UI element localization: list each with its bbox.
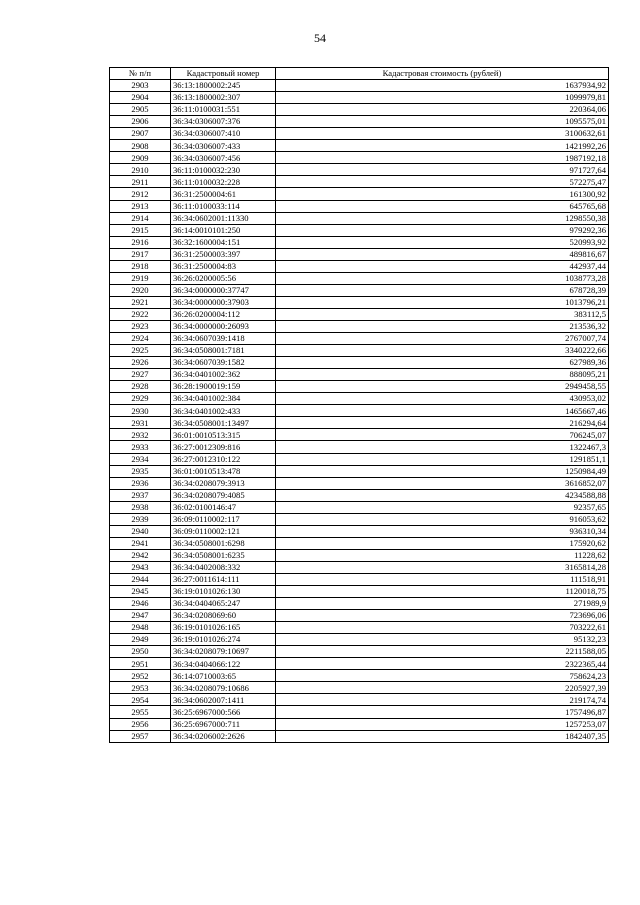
cadastral-value-cell: 3340222,66 — [276, 345, 609, 357]
table-row — [110, 694, 609, 706]
cadastral-value-cell: 216294,64 — [276, 417, 609, 429]
table-row — [110, 658, 609, 670]
row-number-cell: 2937 — [110, 489, 171, 501]
table-row — [110, 598, 609, 610]
table-row — [110, 92, 609, 104]
row-number-cell: 2942 — [110, 549, 171, 561]
cadastral-number-cell: 36:32:1600004:151 — [171, 236, 276, 248]
table-row — [110, 489, 609, 501]
cadastral-value-cell: 3165814,28 — [276, 561, 609, 573]
cadastral-value-cell: 645765,68 — [276, 200, 609, 212]
table-row — [110, 260, 609, 272]
cadastral-number-cell: 36:34:0208079:3913 — [171, 477, 276, 489]
row-number-cell: 2925 — [110, 345, 171, 357]
table-row — [110, 622, 609, 634]
row-number-cell: 2910 — [110, 164, 171, 176]
table-row — [110, 381, 609, 393]
cadastral-number-cell: 36:25:6967000:711 — [171, 718, 276, 730]
row-number-cell: 2927 — [110, 369, 171, 381]
row-number-cell: 2912 — [110, 188, 171, 200]
cadastral-value-cell: 1257253,07 — [276, 718, 609, 730]
cadastral-value-cell: 703222,61 — [276, 622, 609, 634]
cadastral-value-cell: 678728,39 — [276, 284, 609, 296]
cadastral-value-table — [109, 67, 609, 743]
row-number-cell: 2920 — [110, 284, 171, 296]
table-row — [110, 549, 609, 561]
cadastral-number-cell: 36:34:0508001:13497 — [171, 417, 276, 429]
cadastral-value-cell: 489816,67 — [276, 248, 609, 260]
table-row — [110, 116, 609, 128]
row-number-cell: 2922 — [110, 308, 171, 320]
cadastral-number-cell: 36:34:0306007:376 — [171, 116, 276, 128]
row-number-cell: 2951 — [110, 658, 171, 670]
cadastral-number-cell: 36:34:0602001:11330 — [171, 212, 276, 224]
cadastral-number-cell: 36:34:0508001:7181 — [171, 345, 276, 357]
cadastral-number-cell: 36:34:0404066:122 — [171, 658, 276, 670]
cadastral-value-cell: 213536,32 — [276, 320, 609, 332]
table-row — [110, 718, 609, 730]
row-number-cell: 2954 — [110, 694, 171, 706]
row-number-cell: 2941 — [110, 537, 171, 549]
table-row — [110, 706, 609, 718]
cadastral-value-cell: 723696,06 — [276, 610, 609, 622]
row-number-cell: 2909 — [110, 152, 171, 164]
row-number-cell: 2904 — [110, 92, 171, 104]
cadastral-value-cell: 11228,62 — [276, 549, 609, 561]
row-number-cell: 2905 — [110, 104, 171, 116]
cadastral-value-cell: 3616852,07 — [276, 477, 609, 489]
cadastral-number-cell: 36:34:0508001:6235 — [171, 549, 276, 561]
cadastral-number-cell: 36:27:0012309:816 — [171, 441, 276, 453]
cadastral-value-cell: 175920,62 — [276, 537, 609, 549]
cadastral-number-cell: 36:11:0100031:551 — [171, 104, 276, 116]
cadastral-value-cell: 2211588,05 — [276, 646, 609, 658]
row-number-cell: 2936 — [110, 477, 171, 489]
cadastral-value-cell: 888095,21 — [276, 369, 609, 381]
row-number-cell: 2935 — [110, 465, 171, 477]
cadastral-value-cell: 1421992,26 — [276, 140, 609, 152]
cadastral-value-cell: 1322467,3 — [276, 441, 609, 453]
row-number-cell: 2921 — [110, 296, 171, 308]
table-row — [110, 369, 609, 381]
table-row — [110, 308, 609, 320]
cadastral-value-cell: 2949458,55 — [276, 381, 609, 393]
cadastral-number-cell: 36:34:0206002:2626 — [171, 730, 276, 742]
table-row — [110, 176, 609, 188]
table-row — [110, 164, 609, 176]
cadastral-number-cell: 36:14:0710003:65 — [171, 670, 276, 682]
table-row — [110, 272, 609, 284]
cadastral-value-cell: 383112,5 — [276, 308, 609, 320]
cadastral-number-cell: 36:28:1900019:159 — [171, 381, 276, 393]
cadastral-number-cell: 36:34:0208079:10686 — [171, 682, 276, 694]
cadastral-number-cell: 36:19:0101026:274 — [171, 634, 276, 646]
cadastral-value-cell: 1757496,87 — [276, 706, 609, 718]
row-number-cell: 2957 — [110, 730, 171, 742]
table-row — [110, 670, 609, 682]
row-number-cell: 2947 — [110, 610, 171, 622]
cadastral-value-cell: 627989,36 — [276, 357, 609, 369]
cadastral-value-cell: 1250984,49 — [276, 465, 609, 477]
cadastral-value-cell: 916053,62 — [276, 513, 609, 525]
row-number-cell: 2946 — [110, 598, 171, 610]
cadastral-number-cell: 36:19:0101026:130 — [171, 586, 276, 598]
table-row — [110, 224, 609, 236]
table-row — [110, 357, 609, 369]
row-number-cell: 2952 — [110, 670, 171, 682]
cadastral-number-cell: 36:34:0402008:332 — [171, 561, 276, 573]
cadastral-value-cell: 220364,06 — [276, 104, 609, 116]
cadastral-value-cell: 1013796,21 — [276, 296, 609, 308]
cadastral-value-cell: 271989,9 — [276, 598, 609, 610]
table-row — [110, 284, 609, 296]
table-row — [110, 453, 609, 465]
table-row — [110, 573, 609, 585]
cadastral-number-cell: 36:34:0401002:362 — [171, 369, 276, 381]
row-number-cell: 2944 — [110, 573, 171, 585]
page-number: 54 — [314, 31, 326, 45]
table-row — [110, 682, 609, 694]
cadastral-number-cell: 36:34:0602007:1411 — [171, 694, 276, 706]
cadastral-value-cell: 936310,34 — [276, 525, 609, 537]
cadastral-number-cell: 36:26:0200004:112 — [171, 308, 276, 320]
row-number-cell: 2938 — [110, 501, 171, 513]
row-number-cell: 2953 — [110, 682, 171, 694]
cadastral-number-cell: 36:34:0401002:433 — [171, 405, 276, 417]
row-number-cell: 2948 — [110, 622, 171, 634]
cadastral-value-cell: 1291851,1 — [276, 453, 609, 465]
table-row — [110, 140, 609, 152]
cadastral-value-cell: 758624,23 — [276, 670, 609, 682]
table-row — [110, 537, 609, 549]
cadastral-value-cell: 2767007,74 — [276, 333, 609, 345]
table-row — [110, 152, 609, 164]
row-number-cell: 2903 — [110, 80, 171, 92]
table-row — [110, 345, 609, 357]
table-row — [110, 320, 609, 332]
row-number-cell: 2931 — [110, 417, 171, 429]
cadastral-number-cell: 36:25:6967000:566 — [171, 706, 276, 718]
cadastral-value-cell: 706245,07 — [276, 429, 609, 441]
cadastral-value-cell: 3100632,61 — [276, 128, 609, 140]
cadastral-number-cell: 36:34:0306007:410 — [171, 128, 276, 140]
cadastral-value-cell: 1120018,75 — [276, 586, 609, 598]
cadastral-value-cell: 161300,92 — [276, 188, 609, 200]
header-cadastral-number: Кадастровый номер — [171, 68, 276, 80]
table-row — [110, 465, 609, 477]
cadastral-number-cell: 36:09:0110002:121 — [171, 525, 276, 537]
row-number-cell: 2943 — [110, 561, 171, 573]
cadastral-number-cell: 36:34:0607039:1582 — [171, 357, 276, 369]
table-row — [110, 80, 609, 92]
table-row — [110, 393, 609, 405]
table-row — [110, 646, 609, 658]
cadastral-value-cell: 1298550,38 — [276, 212, 609, 224]
cadastral-value-cell: 1095575,01 — [276, 116, 609, 128]
cadastral-number-cell: 36:01:0010513:315 — [171, 429, 276, 441]
row-number-cell: 2930 — [110, 405, 171, 417]
cadastral-number-cell: 36:34:0306007:433 — [171, 140, 276, 152]
cadastral-value-cell: 111518,91 — [276, 573, 609, 585]
cadastral-value-cell: 219174,74 — [276, 694, 609, 706]
table-row — [110, 513, 609, 525]
table-row — [110, 236, 609, 248]
row-number-cell: 2932 — [110, 429, 171, 441]
cadastral-value-cell: 4234588,88 — [276, 489, 609, 501]
table-row — [110, 477, 609, 489]
cadastral-number-cell: 36:34:0208079:4085 — [171, 489, 276, 501]
table-row — [110, 441, 609, 453]
cadastral-number-cell: 36:34:0508001:6298 — [171, 537, 276, 549]
cadastral-number-cell: 36:11:0100033:114 — [171, 200, 276, 212]
cadastral-number-cell: 36:09:0110002:117 — [171, 513, 276, 525]
table-row — [110, 188, 609, 200]
cadastral-value-cell: 1637934,92 — [276, 80, 609, 92]
table-row — [110, 212, 609, 224]
cadastral-number-cell: 36:34:0401002:384 — [171, 393, 276, 405]
cadastral-number-cell: 36:13:1800002:307 — [171, 92, 276, 104]
row-number-cell: 2950 — [110, 646, 171, 658]
cadastral-value-cell: 1099979,81 — [276, 92, 609, 104]
cadastral-number-cell: 36:31:2500004:83 — [171, 260, 276, 272]
row-number-cell: 2939 — [110, 513, 171, 525]
cadastral-value-cell: 430953,02 — [276, 393, 609, 405]
cadastral-value-cell: 92357,65 — [276, 501, 609, 513]
cadastral-value-cell: 971727,64 — [276, 164, 609, 176]
row-number-cell: 2945 — [110, 586, 171, 598]
row-number-cell: 2923 — [110, 320, 171, 332]
row-number-cell: 2940 — [110, 525, 171, 537]
cadastral-value-cell: 979292,36 — [276, 224, 609, 236]
table-row — [110, 429, 609, 441]
table-row — [110, 200, 609, 212]
header-row-number: № п/п — [110, 68, 171, 80]
row-number-cell: 2913 — [110, 200, 171, 212]
table-row — [110, 417, 609, 429]
table-row — [110, 586, 609, 598]
cadastral-number-cell: 36:13:1800002:245 — [171, 80, 276, 92]
row-number-cell: 2915 — [110, 224, 171, 236]
cadastral-value-cell: 1842407,35 — [276, 730, 609, 742]
cadastral-number-cell: 36:02:0100146:47 — [171, 501, 276, 513]
cadastral-value-cell: 572275,47 — [276, 176, 609, 188]
row-number-cell: 2918 — [110, 260, 171, 272]
cadastral-number-cell: 36:31:2500003:397 — [171, 248, 276, 260]
row-number-cell: 2907 — [110, 128, 171, 140]
table-row — [110, 333, 609, 345]
cadastral-number-cell: 36:34:0000000:37903 — [171, 296, 276, 308]
cadastral-value-cell: 520993,92 — [276, 236, 609, 248]
table-row — [110, 525, 609, 537]
cadastral-number-cell: 36:26:0200005:56 — [171, 272, 276, 284]
cadastral-number-cell: 36:34:0306007:456 — [171, 152, 276, 164]
table-row — [110, 405, 609, 417]
cadastral-value-cell: 2322365,44 — [276, 658, 609, 670]
row-number-cell: 2928 — [110, 381, 171, 393]
table-row — [110, 248, 609, 260]
table-row — [110, 128, 609, 140]
cadastral-value-cell: 1465667,46 — [276, 405, 609, 417]
row-number-cell: 2933 — [110, 441, 171, 453]
cadastral-value-cell: 442937,44 — [276, 260, 609, 272]
cadastral-number-cell: 36:11:0100032:228 — [171, 176, 276, 188]
cadastral-number-cell: 36:27:0011614:111 — [171, 573, 276, 585]
row-number-cell: 2908 — [110, 140, 171, 152]
table-row — [110, 104, 609, 116]
row-number-cell: 2911 — [110, 176, 171, 188]
row-number-cell: 2934 — [110, 453, 171, 465]
cadastral-number-cell: 36:34:0607039:1418 — [171, 333, 276, 345]
table-row — [110, 610, 609, 622]
row-number-cell: 2906 — [110, 116, 171, 128]
cadastral-number-cell: 36:27:0012310:122 — [171, 453, 276, 465]
table-row — [110, 501, 609, 513]
cadastral-number-cell: 36:14:0010101:250 — [171, 224, 276, 236]
cadastral-number-cell: 36:19:0101026:165 — [171, 622, 276, 634]
cadastral-value-cell: 2205927,39 — [276, 682, 609, 694]
cadastral-number-cell: 36:34:0000000:37747 — [171, 284, 276, 296]
table-row — [110, 296, 609, 308]
cadastral-number-cell: 36:01:0010513:478 — [171, 465, 276, 477]
cadastral-value-cell: 95132,23 — [276, 634, 609, 646]
row-number-cell: 2914 — [110, 212, 171, 224]
cadastral-number-cell: 36:34:0000000:26093 — [171, 320, 276, 332]
cadastral-value-cell: 1987192,18 — [276, 152, 609, 164]
cadastral-number-cell: 36:34:0208079:10697 — [171, 646, 276, 658]
row-number-cell: 2955 — [110, 706, 171, 718]
table-row — [110, 730, 609, 742]
table-row — [110, 561, 609, 573]
row-number-cell: 2929 — [110, 393, 171, 405]
cadastral-value-cell: 1038773,28 — [276, 272, 609, 284]
row-number-cell: 2926 — [110, 357, 171, 369]
table-header-row — [110, 68, 609, 80]
table-row — [110, 634, 609, 646]
header-cadastral-value: Кадастровая стоимость (рублей) — [276, 68, 609, 80]
row-number-cell: 2924 — [110, 333, 171, 345]
cadastral-number-cell: 36:34:0208069:60 — [171, 610, 276, 622]
row-number-cell: 2949 — [110, 634, 171, 646]
cadastral-number-cell: 36:31:2500004:61 — [171, 188, 276, 200]
row-number-cell: 2919 — [110, 272, 171, 284]
row-number-cell: 2917 — [110, 248, 171, 260]
cadastral-number-cell: 36:11:0100032:230 — [171, 164, 276, 176]
row-number-cell: 2916 — [110, 236, 171, 248]
row-number-cell: 2956 — [110, 718, 171, 730]
cadastral-number-cell: 36:34:0404065:247 — [171, 598, 276, 610]
